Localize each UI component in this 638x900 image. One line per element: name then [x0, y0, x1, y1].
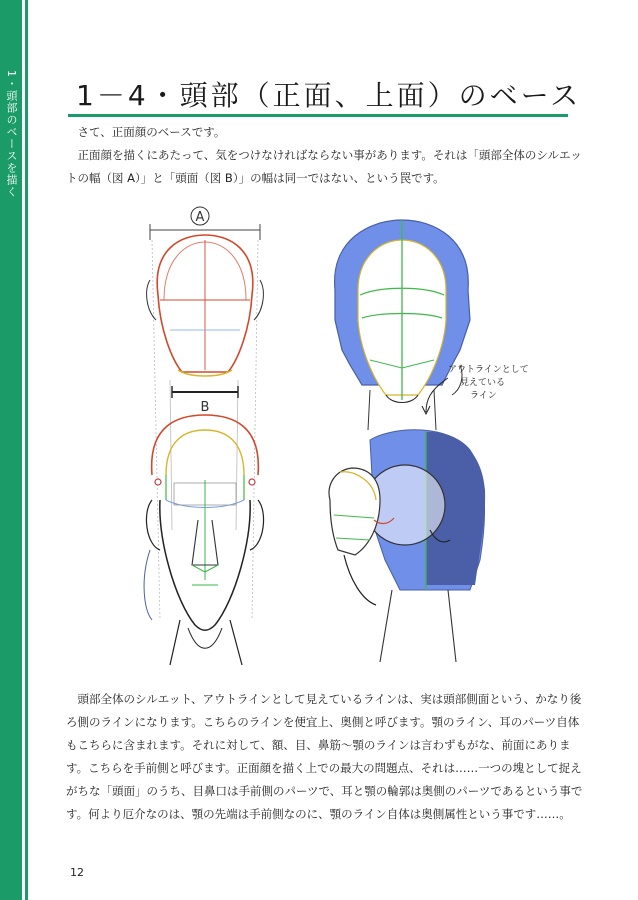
- intro-line-1: さて、正面顔のベースです。: [77, 125, 226, 139]
- front-head-sketch-bottom: [144, 415, 263, 665]
- front-silhouette-top: [335, 220, 470, 430]
- title-underline: [68, 114, 568, 117]
- page-title: 1－4・頭部（正面、上面）のベース: [76, 79, 582, 112]
- body-paragraph: [66, 688, 586, 826]
- body-paragraph-text: 頭部全体のシルエット、アウトラインとして見えているラインは、実は頭部側面という、かなり後ろ側のラインになります。こちらのラインを便宜上、奥側と呼びます。顎のライン、耳のパーツ自体もこちらに含まれます。それに対して、額、目、鼻筋～顎のラインは言わずもがな、前面にあります。こちらを手前側と呼びます。正面顔を描く上での最大の問題点、それは……一つの塊として捉えがちな「頭面」のうち、目鼻口は手前側のパーツで、耳と顎の輪郭は奥側のパーツであるという事です。何より厄介なのは、顎の先端は手前側なのに、顎のライン自体は奥側属性という事です……。: [66, 692, 583, 821]
- page-number: 12: [70, 866, 84, 879]
- intro-text: [66, 121, 586, 190]
- intro-line-2: 正面顔を描くにあたって、気をつけなければならない事があります。それは「頭部全体のシルエットの幅（図 A）」と「頭面（図 B）」の幅は同一ではない、という罠です。: [66, 148, 582, 185]
- chapter-tab-label: 1・頭部のベースを描く: [5, 70, 18, 198]
- head-illustrations: [130, 200, 530, 670]
- three-quarter-silhouette: [329, 430, 485, 662]
- annotation-text: アウトラインとして 見えている ライン: [448, 365, 529, 401]
- label-b: B: [200, 400, 210, 415]
- head-sketch-figure: [130, 200, 530, 670]
- label-a: A: [195, 210, 205, 225]
- side-divider: [25, 0, 28, 900]
